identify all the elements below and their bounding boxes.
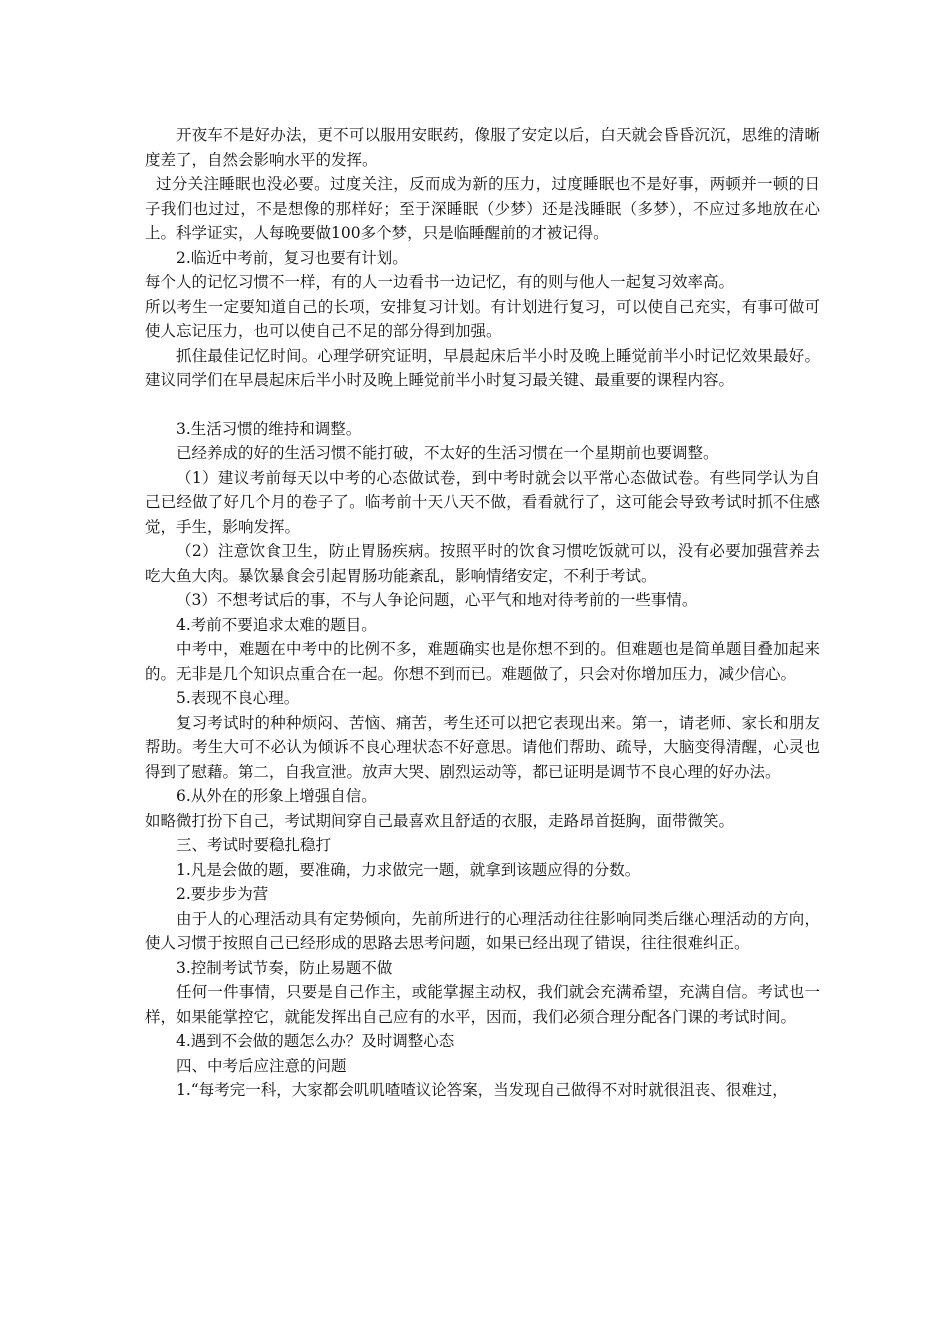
section-heading-4: 四、中考后应注意的问题 — [176, 1056, 347, 1075]
paragraph-13: 1.凡是会做的题，要准确，力求做完一题，就拿到该题应得的分数。 — [176, 860, 641, 879]
paragraph-12: 如略微打扮下自己，考试期间穿自己最喜欢且舒适的衣服，走路昂首挺胸，面带微笑。 — [145, 811, 735, 830]
heading-s3-2: 2.要步步为营 — [176, 885, 269, 903]
heading-4: 4.考前不要追求太难的题目。 — [176, 615, 377, 634]
heading-3: 3.生活习惯的维持和调整。 — [176, 419, 362, 438]
section-heading-3: 三、考试时要稳扎稳打 — [176, 836, 332, 854]
heading-5: 5.表现不良心理。 — [176, 689, 300, 707]
paragraph-8: （2）注意饮食卫生，防止胃肠疾病。按照平时的饮食习惯吃饭就可以，没有必要加强营养去吃大鱼大肉。暴饮暴食会引起胃肠功能紊乱，影响情绪安定，不利于考试。 — [145, 542, 820, 585]
heading-s3-3: 3.控制考试节奏，防止易题不做 — [176, 958, 393, 977]
heading-s3-4: 4.遇到不会做的题怎么办？及时调整心态 — [176, 1032, 455, 1050]
paragraph-15: 任何一件事情，只要是自己作主，或能掌握主动权，我们就会充满希望，充满自信。考试也一样，如果能掌控它，就能发挥出自己应有的水平，因而，我们必须合理分配各门课的考试时间。 — [145, 983, 820, 1026]
paragraph-3: 每个人的记忆习惯不一样，有的人一边看书一边记忆，有的则与他人一起复习效率高。 — [145, 273, 735, 291]
document-body — [145, 123, 820, 1103]
paragraph-7: （1）建议考前每天以中考的心态做试卷，到中考时就会以平常心态做试卷。有些同学认为自己已经做了好几个月的卷子了。临考前十天八天不做，看看就行了，这可能会导致考试时抓不住感觉，手生，影响发挥。 — [145, 468, 820, 536]
paragraph-11: 复习考试时的种种烦闷、苦恼、痛苦，考生还可以把它表现出来。第一，请老师、家长和朋友帮助。考生大可不必认为倾诉不良心理状态不好意思。请他们帮助、疏导，大脑变得清醒，心灵也得到了慰藉。第二，自我宣泄。放声大哭、剧烈运动等，都已证明是调节不良心理的好办法。 — [145, 713, 820, 781]
paragraph-6: 已经养成的好的生活习惯不能打破，不太好的生活习惯在一个星期前也要调整。 — [176, 444, 719, 462]
paragraph-4: 所以考生一定要知道自己的长项，安排复习计划。有计划进行复习，可以使自己充实，有事可做可使人忘记压力，也可以使自己不足的部分得到加强。 — [145, 297, 820, 340]
paragraph-9: （3）不想考试后的事，不与人争论问题，心平气和地对待考前的一些事情。 — [176, 591, 698, 609]
heading-2: 2.临近中考前，复习也要有计划。 — [176, 248, 408, 267]
paragraph-14: 由于人的心理活动具有定势倾向，先前所进行的心理活动往往影响同类后继心理活动的方向，使人习惯于按照自己已经形成的思路去思考问题，如果已经出现了错误，往往很难纠正。 — [145, 909, 820, 952]
paragraph-5: 抓住最佳记忆时间。心理学研究证明，早晨起床后半小时及晚上睡觉前半小时记忆效果最好。建议同学们在早晨起床后半小时及晚上睡觉前半小时复习最关键、最重要的课程内容。 — [145, 346, 820, 389]
heading-6: 6.从外在的形象上增强自信。 — [176, 787, 377, 805]
paragraph-16: 1.“每考完一科，大家都会叽叽喳喳议论答案，当发现自己做得不对时就很沮丧、很难过， — [176, 1081, 788, 1099]
blank-line — [145, 393, 820, 417]
paragraph-2: 过分关注睡眠也没必要。过度关注，反而成为新的压力，过度睡眠也不是好事，两顿并一顿的日子我们也过过，不是想像的那样好；至于深睡眠（少梦）还是浅睡眠（多梦），不应过多地放在心上。科学证实，人每晚要做100多个梦，只是临睡醒前的才被记得。 — [145, 175, 820, 242]
paragraph-10: 中考中，难题在中考中的比例不多，难题确实也是你想不到的。但难题也是简单题目叠加起来的。无非是几个知识点重合在一起。你想不到而已。难题做了，只会对你增加压力，减少信心。 — [145, 640, 820, 683]
paragraph-1: 开夜车不是好办法，更不可以服用安眠药，像服了安定以后，白天就会昏昏沉沉，思维的清晰度差了，自然会影响水平的发挥。 — [145, 126, 820, 169]
